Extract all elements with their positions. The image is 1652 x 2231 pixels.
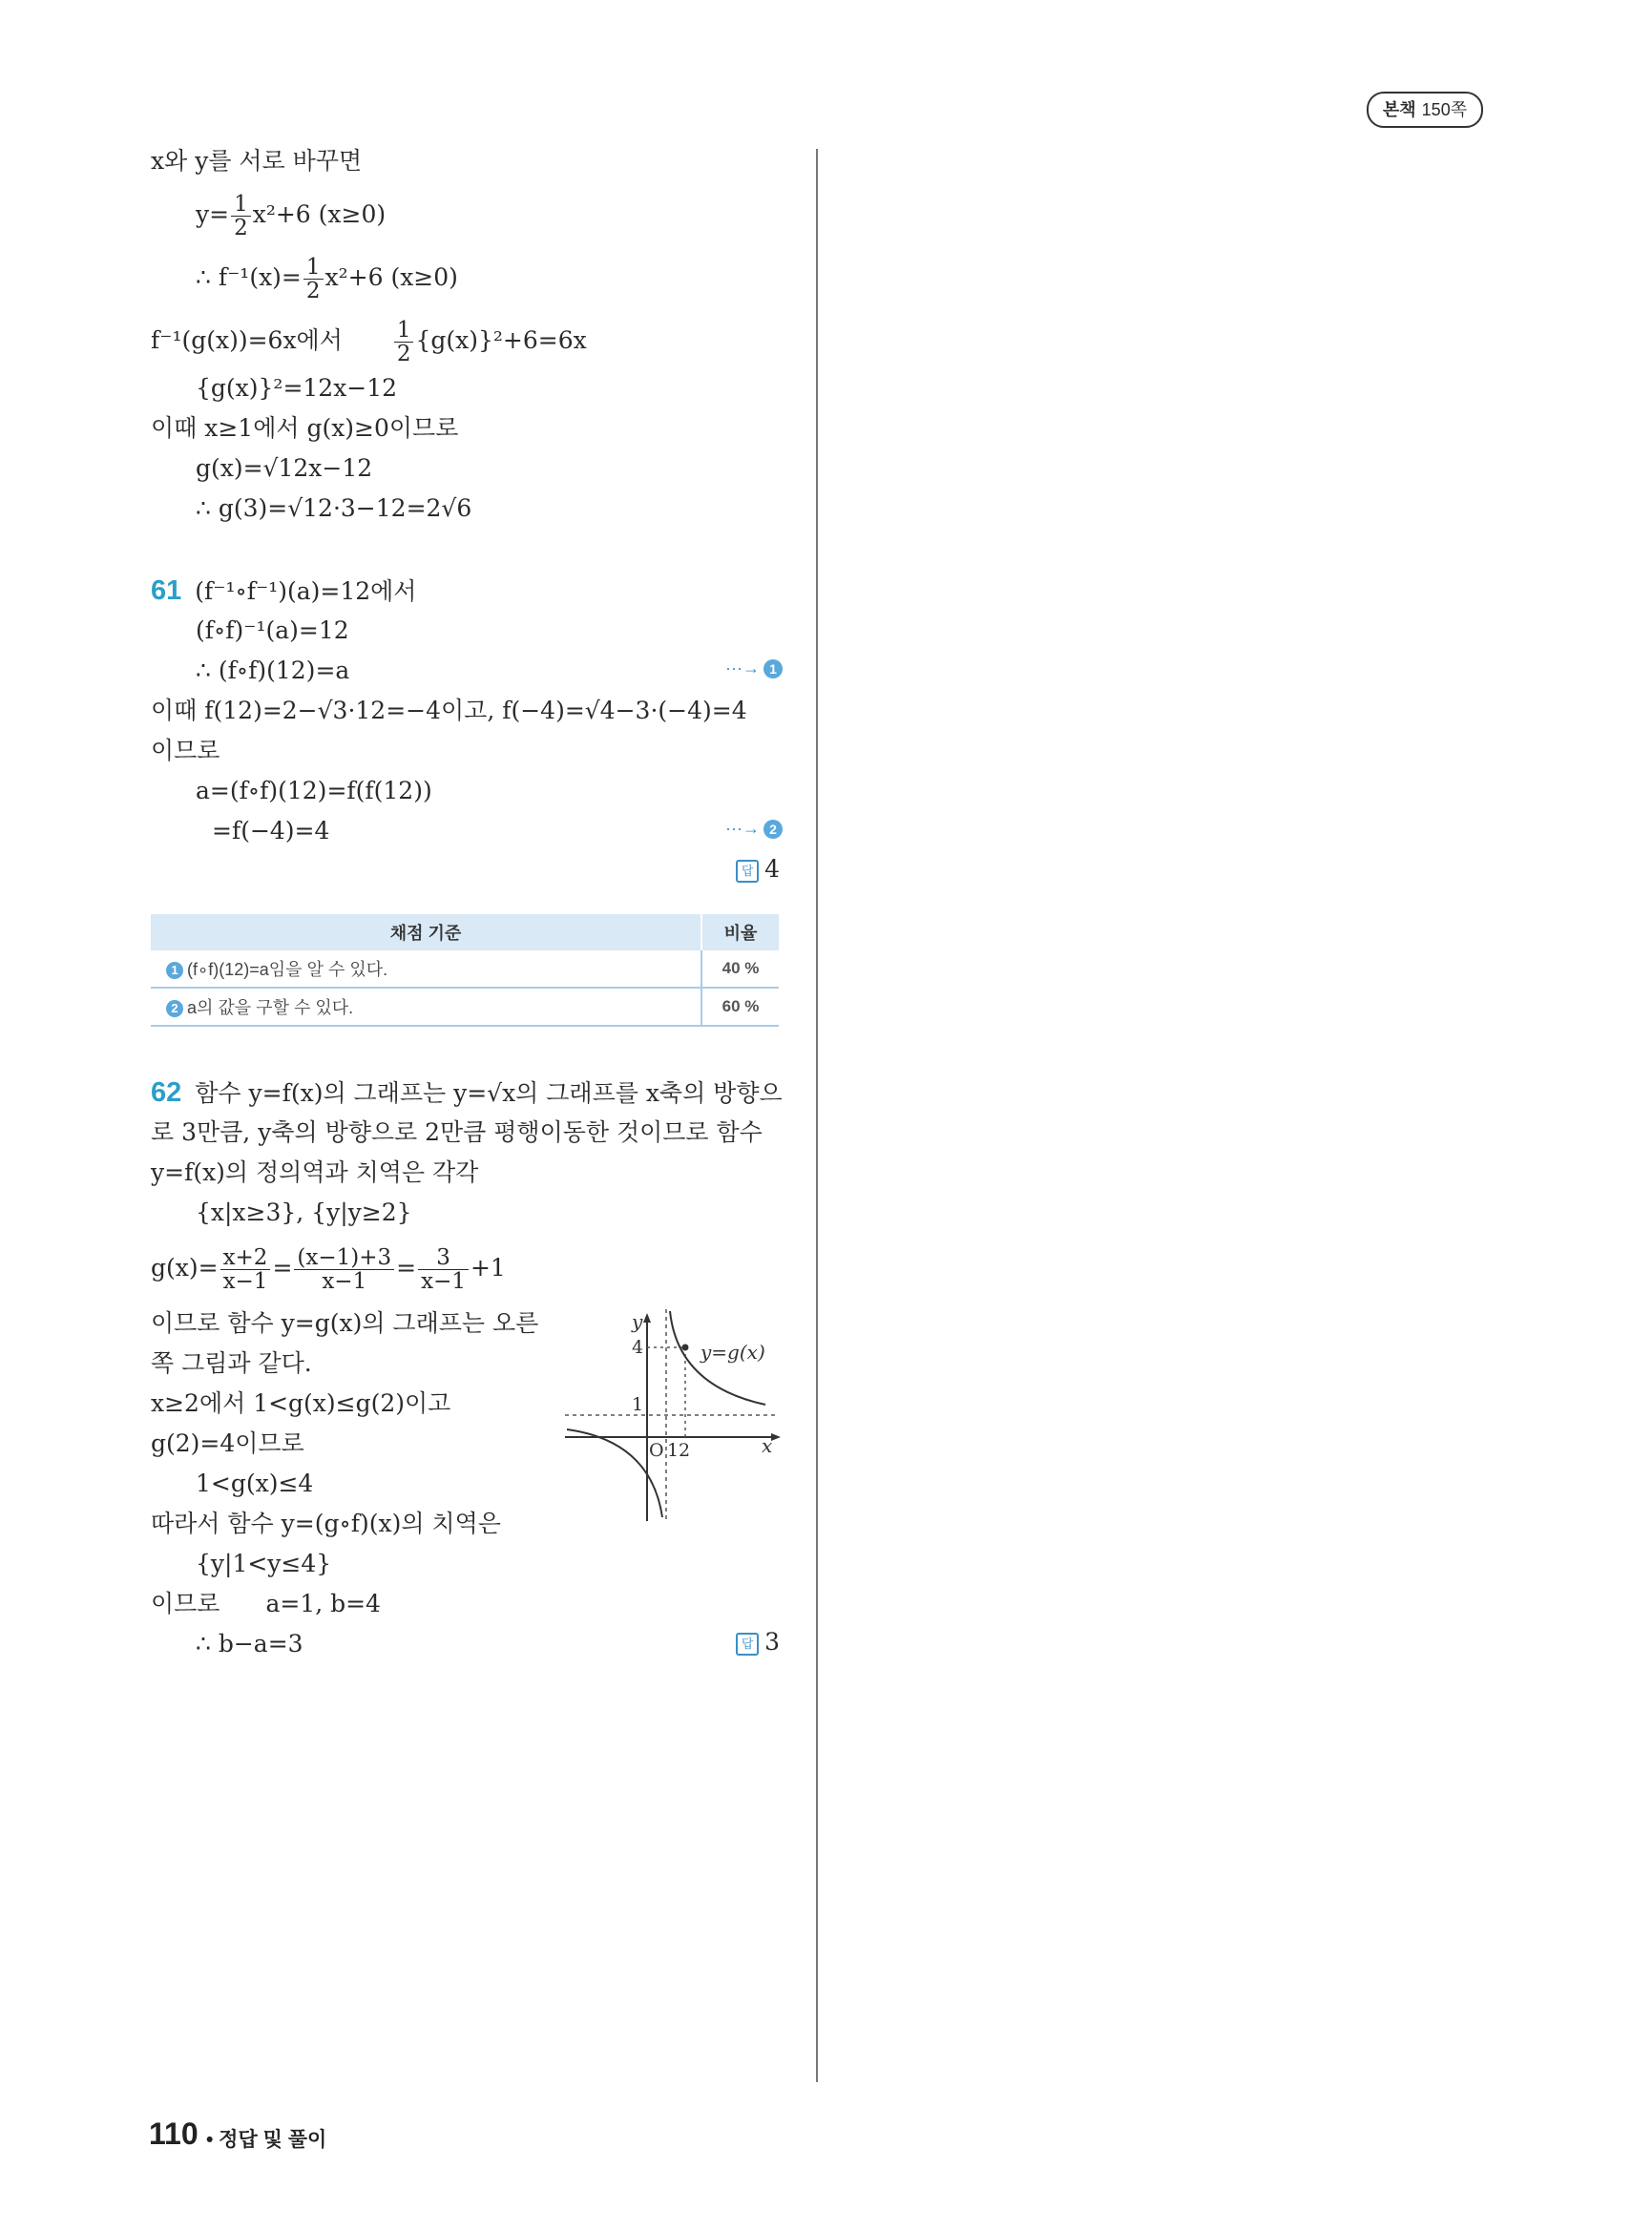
prev-line-3-a: ∴ f⁻¹(x)=: [196, 263, 302, 291]
frac-denominator: x−1: [421, 1269, 466, 1294]
ratio-cell: 60 %: [701, 988, 779, 1026]
prev-line-2-frac: [231, 193, 251, 240]
p61-step-marker-1: [725, 658, 783, 678]
prev-line-4-b: {g(x)}²+6=6x: [415, 326, 587, 354]
table-row: [151, 950, 779, 988]
criteria-header: 채점 기준: [151, 914, 701, 950]
tick-x-1: 1: [667, 1440, 680, 1461]
badge-page-label: 150쪽: [1421, 100, 1468, 119]
criteria-text: (f∘f)(12)=a임을 알 수 있다.: [187, 960, 388, 979]
p62-line-14: ∴ b−a=3: [196, 1630, 303, 1658]
p61-line-4: 이때 f(12)=2−√3·12=−4이고, f(−4)=√4−3·(−4)=4: [151, 697, 747, 724]
p62-frac-2: [294, 1246, 394, 1293]
p62-answer-value: 3: [764, 1628, 780, 1656]
p62-line-12: {y|1<y≤4}: [196, 1550, 332, 1577]
prev-line-3: [196, 256, 458, 302]
p61-answer: [736, 855, 780, 883]
p62-line-6: 이므로 함수 y=g(x)의 그래프는 오른: [151, 1309, 539, 1337]
y-axis-label: y: [632, 1310, 643, 1333]
x-axis-label: x: [762, 1434, 773, 1457]
prev-line-3-frac: [303, 256, 324, 302]
step-1-icon: 1: [763, 659, 783, 678]
p62-line-13-a: 이므로: [151, 1590, 220, 1617]
criteria-cell: [151, 950, 701, 988]
page-reference-badge: [1367, 92, 1483, 128]
prev-line-1: x와 y를 서로 바꾸면: [151, 147, 363, 175]
step-2-icon: 2: [166, 1000, 183, 1017]
prev-line-4-frac: [394, 319, 414, 365]
criteria-cell: [151, 988, 701, 1026]
p62-line-8: x≥2에서 1<g(x)≤g(2)이고: [151, 1389, 451, 1417]
p62-line-11: 따라서 함수 y=(g∘f)(x)의 치역은: [151, 1510, 501, 1537]
prev-line-2-a: y=: [196, 200, 230, 228]
frac-denominator: 2: [234, 216, 248, 240]
criteria-header-row: [151, 914, 779, 950]
p62-line-2: 로 3만큼, y축의 방향으로 2만큼 평행이동한 것이므로 함수: [151, 1118, 763, 1146]
page-number: 110: [149, 2116, 199, 2151]
table-row: [151, 988, 779, 1026]
p62-line-3: y=f(x)의 정의역과 치역은 각각: [151, 1158, 479, 1186]
p61-number: 61: [151, 575, 182, 606]
prev-line-2: [196, 193, 386, 240]
tick-x-2: 2: [679, 1440, 691, 1461]
p62-number: 62: [151, 1077, 182, 1108]
p61-line-6: a=(f∘f)(12)=f(f(12)): [196, 777, 432, 804]
frac-numerator: 1: [231, 193, 251, 217]
frac-numerator: x+2: [220, 1246, 271, 1270]
prev-line-8: ∴ g(3)=√12·3−12=2√6: [196, 494, 472, 522]
frac-numerator: 3: [418, 1246, 469, 1270]
ratio-cell: 40 %: [701, 950, 779, 988]
p61-line-7: =f(−4)=4: [212, 817, 330, 844]
rational-function-graph: [565, 1309, 784, 1521]
arrow-icon: ···→: [725, 819, 760, 838]
prev-line-5: {g(x)}²=12x−12: [196, 374, 398, 402]
p62-line-10: 1<g(x)≤4: [196, 1470, 314, 1497]
frac-numerator: 1: [303, 256, 324, 280]
p62-frac-3: [418, 1246, 469, 1293]
p61-line-1: [151, 574, 416, 608]
frac-denominator: x−1: [322, 1269, 367, 1294]
frac-denominator: 2: [396, 342, 411, 366]
prev-line-2-b: x²+6 (x≥0): [252, 200, 387, 228]
p62-line-5-b: +1: [470, 1254, 506, 1282]
p61-line-3: ∴ (f∘f)(12)=a: [196, 657, 350, 684]
prev-line-7: g(x)=√12x−12: [196, 454, 373, 482]
answer-icon: 답: [736, 1633, 759, 1656]
tick-y-1: 1: [632, 1394, 644, 1415]
p62-line-13-b: a=1, b=4: [265, 1590, 381, 1617]
section-label: • 정답 및 풀이: [206, 2129, 327, 2151]
prev-line-6: 이때 x≥1에서 g(x)≥0이므로: [151, 414, 459, 442]
frac-denominator: x−1: [222, 1269, 268, 1294]
p61-line-1-text: (f⁻¹∘f⁻¹)(a)=12에서: [195, 577, 417, 605]
p62-line-1: [151, 1076, 783, 1110]
x-axis-arrow-icon: [771, 1433, 781, 1441]
p62-line-5: g(x)= $\frac{x+2}{x-1}$ = $\frac{(x-1)+3}{x-1}$ = $\frac{3}{x-1}$ +1: [151, 1245, 506, 1294]
answer-icon: 답: [736, 860, 759, 883]
frac-numerator: 1: [394, 319, 414, 343]
frac-numerator: (x−1)+3: [294, 1246, 394, 1270]
curve-label: y=g(x): [701, 1341, 765, 1364]
badge-book-label: 본책: [1382, 100, 1416, 119]
point-2-4: [682, 1345, 689, 1351]
p62-line-13: [151, 1588, 381, 1620]
ratio-header: 비율: [701, 914, 779, 950]
y-axis-arrow-icon: [643, 1313, 651, 1323]
p61-line-2: (f∘f)⁻¹(a)=12: [196, 616, 349, 644]
column-divider: [816, 149, 818, 2082]
tick-y-4: 4: [632, 1337, 644, 1358]
grading-criteria-table: [151, 914, 779, 1027]
origin-label: O: [649, 1440, 664, 1461]
p62-frac-1: [220, 1246, 271, 1293]
p62-line-9: g(2)=4이므로: [151, 1429, 304, 1457]
frac-denominator: 2: [305, 279, 321, 303]
p61-step-marker-2: [725, 819, 783, 839]
p62-line-7: 쪽 그림과 같다.: [151, 1349, 312, 1377]
p61-line-5: 이므로: [151, 737, 220, 764]
step-1-icon: 1: [166, 962, 183, 979]
p62-line-5-a: g(x)=: [151, 1254, 219, 1282]
p62-line-1-text: 함수 y=f(x)의 그래프는 y=√x의 그래프를 x축의 방향으: [195, 1079, 783, 1107]
criteria-text: a의 값을 구할 수 있다.: [187, 998, 354, 1017]
step-2-icon: 2: [763, 820, 783, 839]
p62-line-4: {x|x≥3}, {y|y≥2}: [196, 1199, 412, 1226]
prev-line-4: [151, 319, 587, 365]
prev-line-3-b: x²+6 (x≥0): [324, 263, 458, 291]
p62-answer: [736, 1628, 780, 1656]
prev-line-4-a: f⁻¹(g(x))=6x에서: [151, 326, 343, 354]
arrow-icon: ···→: [725, 658, 760, 678]
p61-answer-value: 4: [764, 855, 780, 883]
